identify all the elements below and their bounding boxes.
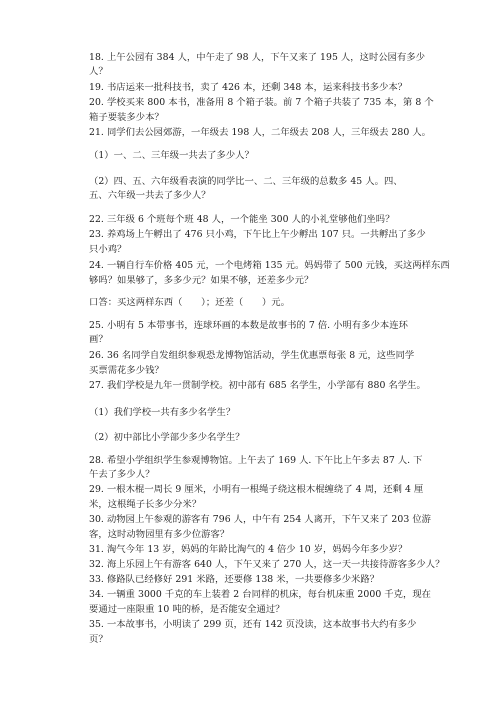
problem-33: 33. 修路队已经修好 291 米路，还要修 138 米，一共要修多少米路？ [89, 574, 380, 585]
problem-35-line-2: 页？ [89, 634, 108, 645]
problem-20-line-1: 20. 学校买来 800 本书，准备用 8 个箱子装。前 7 个箱子共装了 735 本，第 8 个 [89, 97, 434, 108]
problem-34-line-1: 34. 一辆重 3000 千克的车上装着 2 台同样的机床，每台机床重 2000 千克，现在 [89, 589, 432, 600]
problem-28-line-2: 午去了多少人？ [89, 469, 155, 480]
problem-35-line-1: 35. 一本故事书，小明读了 299 页，还有 142 页没读，这本故事书大约有多少 [89, 619, 417, 630]
problem-31: 31. 淘气今年 13 岁，妈妈的年龄比淘气的 4 倍少 10 岁，妈妈今年多少岁？ [89, 544, 408, 555]
problem-29-line-2: 米，这根绳子长多少分米？ [89, 499, 202, 510]
problem-19: 19. 书店运来一批科技书，卖了 426 本，还剩 348 本，运来科技书多少本？ [89, 82, 408, 93]
problem-18-line-1: 18. 上午公园有 384 人，中午走了 98 人，下午又来了 195 人，这时公园有多少 [89, 52, 426, 63]
problem-30-line-2: 客，这时动物园里有多少位游客？ [89, 529, 230, 540]
problem-23-line-2: 只小鸡？ [89, 244, 127, 255]
problem-20-line-2: 箱子要装多少本？ [89, 112, 164, 123]
problem-28-line-1: 28. 希望小学组织学生参观博物馆。上午去了 169 人. 下午比上午多去 87 人. 下 [89, 455, 423, 466]
problem-18-line-2: 人？ [89, 66, 108, 77]
problem-27-part-2: （2）初中部比小学部少多少名学生？ [89, 432, 245, 443]
problem-21-part-1: （1）一、二、三年级一共去了多少人？ [89, 150, 254, 161]
problem-21-part-2-line-1: （2）四、五、六年级看表演的同学比一、二、三年级的总数多 45 人。四、 [89, 176, 403, 187]
problem-21-part-2-line-2: 五、六年级一共去了多少人？ [89, 190, 211, 201]
problem-26-line-1: 26. 36 名同学自发组织参观恐龙博物馆活动，学生优惠票每张 8 元，这些同学 [89, 350, 415, 361]
problem-27: 27. 我们学校是九年一贯制学校。初中部有 685 名学生，小学部有 880 名学生。 [89, 380, 426, 391]
problem-25-line-2: 画？ [89, 334, 108, 345]
problem-21: 21. 同学们去公园郊游，一年级去 198 人，二年级去 208 人，三年级去 280 人。 [89, 127, 432, 138]
problem-24-line-1: 24. 一辆自行车价格 405 元，一个电烤箱 135 元。妈妈带了 500 元钱，买这两样东西 [89, 260, 450, 271]
problem-26-line-2: 买票需花多少钱？ [89, 365, 164, 376]
problem-22: 22. 三年级 6 个班每个班 48 人，一个能坐 300 人的小礼堂够他们坐吗？ [89, 214, 395, 225]
problem-30-line-1: 30. 动物园上午参观的游客有 796 人，中午有 254 人离开，下午又来了 203 位游 [89, 514, 432, 525]
problem-24-line-2: 够吗？如果够了，多多少元？如果不够，还差多少元？ [89, 275, 314, 286]
problem-29-line-1: 29. 一根木棍一周长 9 厘米，小明有一根绳子绕这根木棍缠绕了 4 周，还剩 4 厘 [89, 484, 424, 495]
problem-24-answer: 口答：买这两样东西（ ）；还差（ ）元。 [89, 297, 290, 308]
problem-23-line-1: 23. 养鸡场上午孵出了 476 只小鸡，下午比上午少孵出 107 只。一共孵出了多少 [89, 229, 426, 240]
problem-34-line-2: 要通过一座限重 10 吨的桥，是否能安全通过？ [89, 604, 285, 615]
problem-27-part-1: （1）我们学校一共有多少名学生？ [89, 407, 236, 418]
problem-25-line-1: 25. 小明有 5 本带事书，连球环画的本数是故事书的 7 倍. 小明有多少本连环 [89, 320, 408, 331]
problem-32: 32. 海上乐园上午有游客 640 人，下午又来了 270 人，这一天一共接待游客多少人？ [89, 559, 445, 570]
